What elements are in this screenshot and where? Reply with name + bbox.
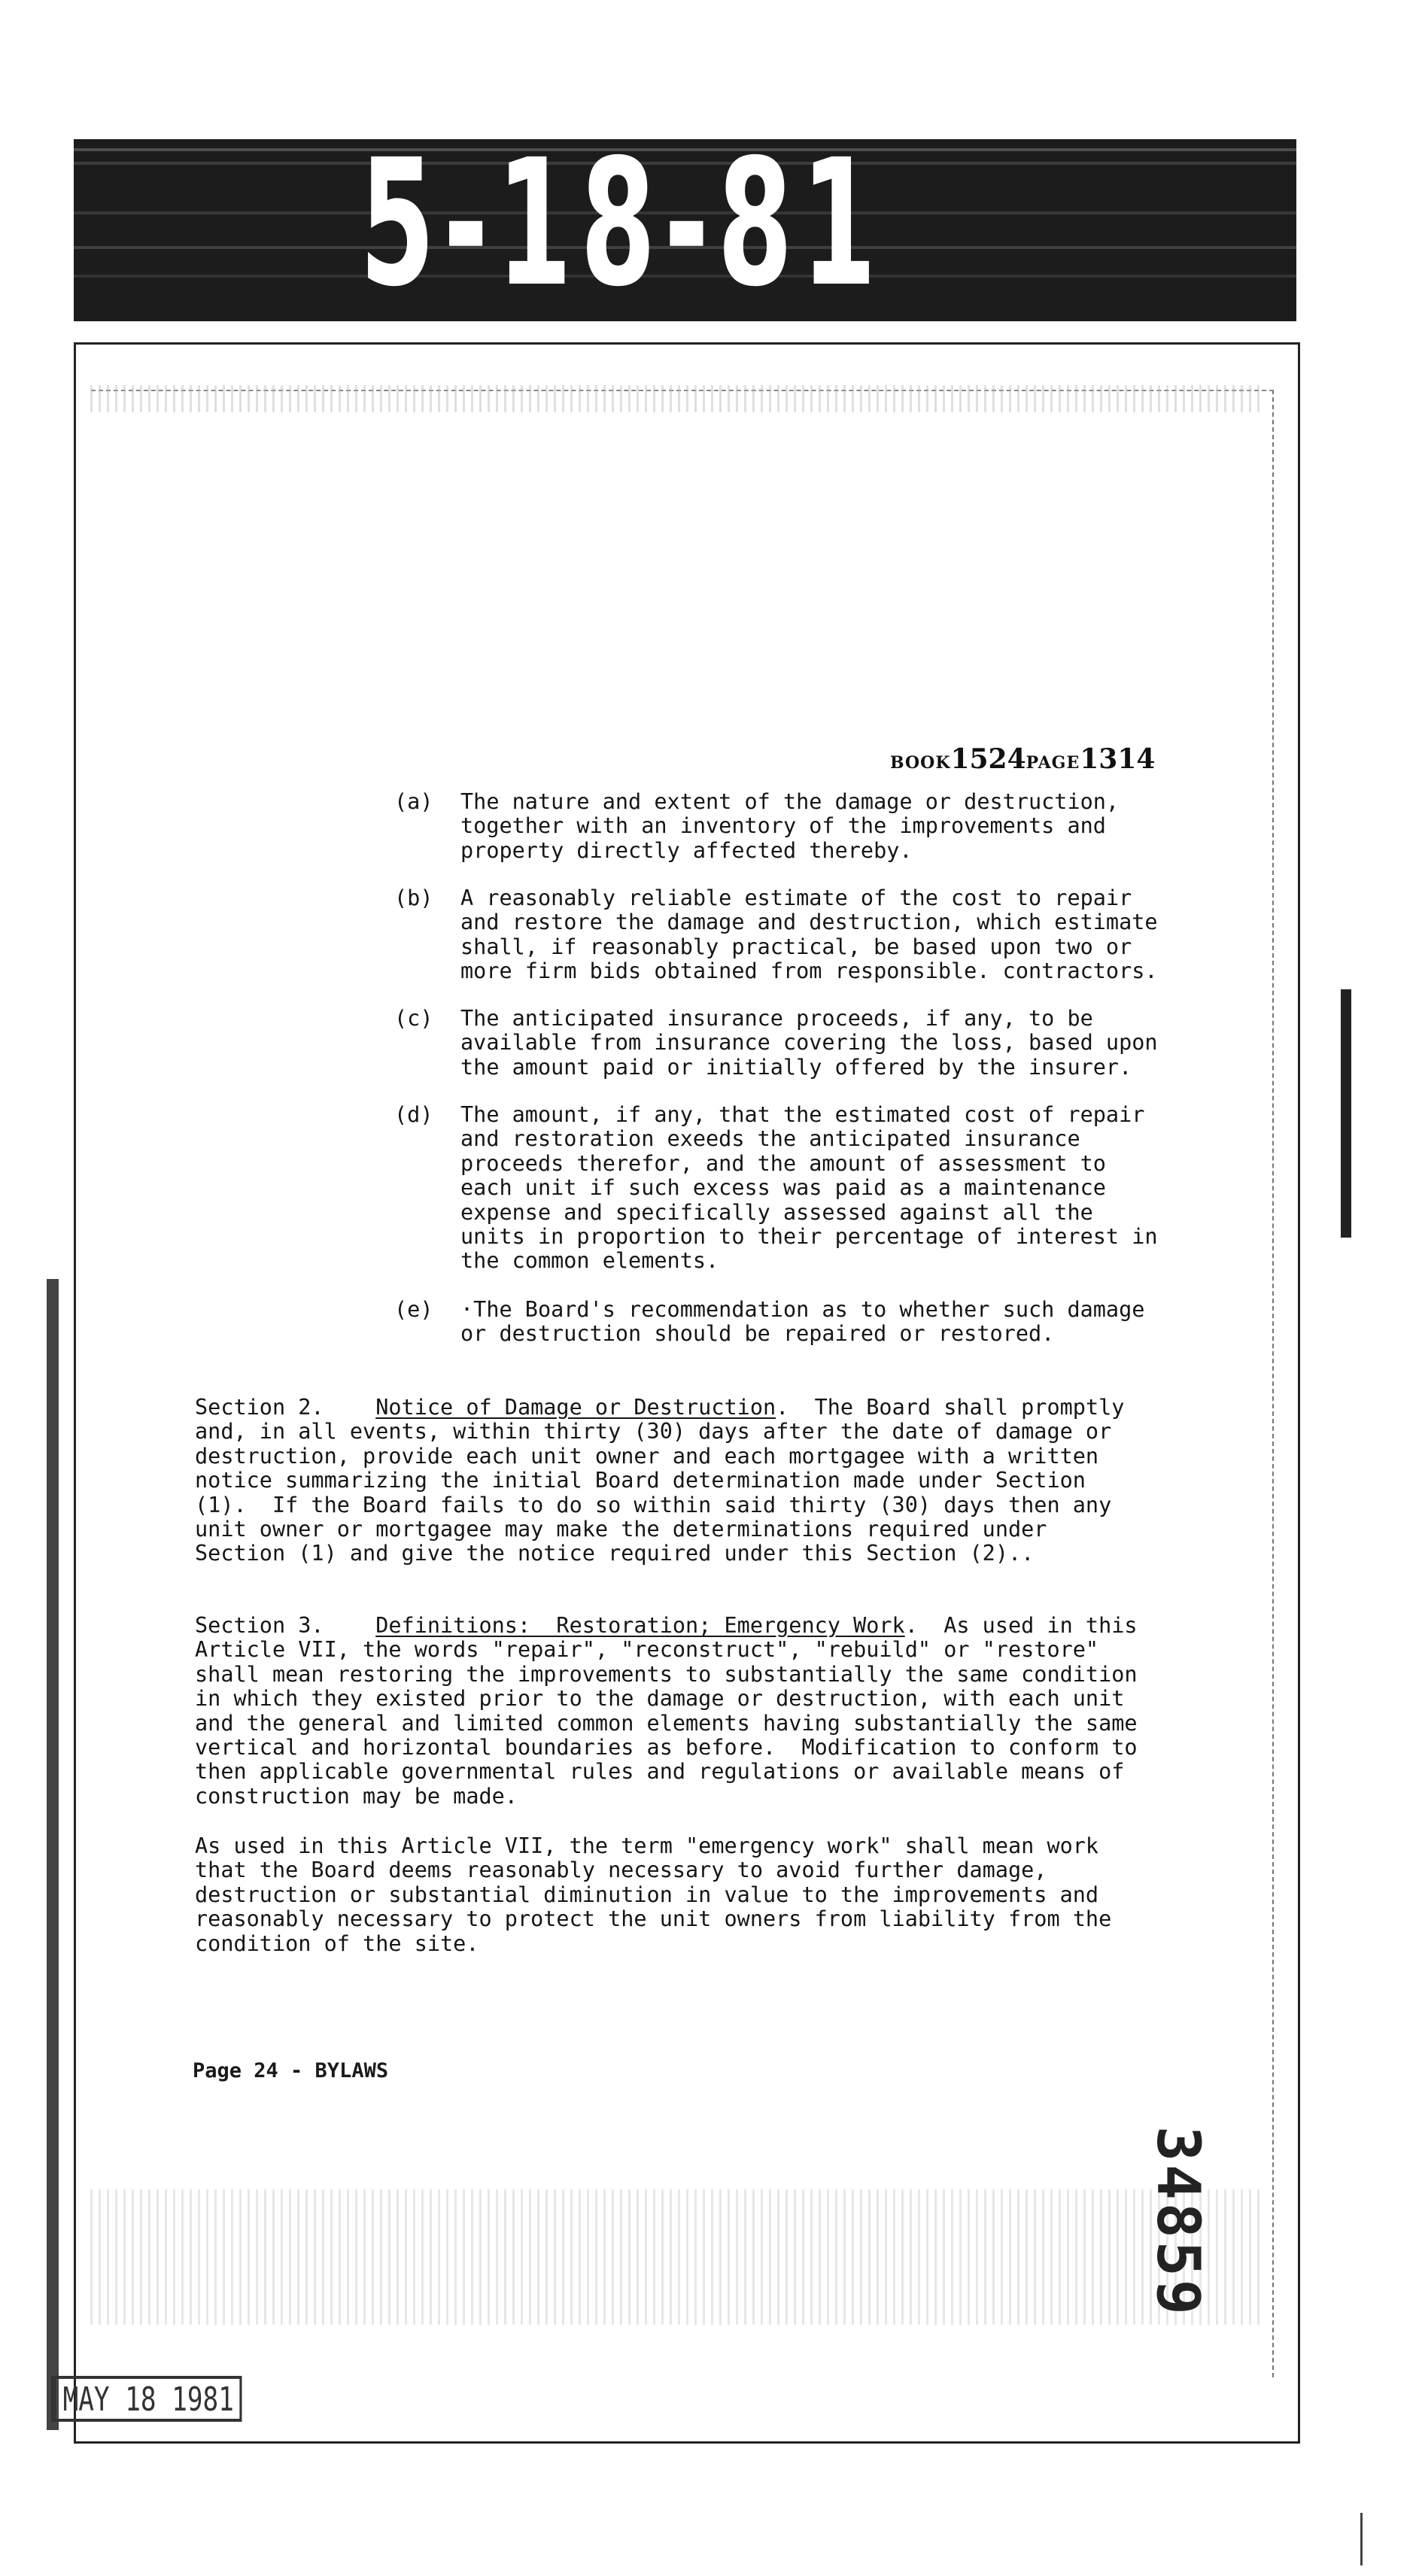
corner-mark bbox=[1360, 2513, 1369, 2565]
scan-mark-bar bbox=[1341, 989, 1351, 1238]
received-date-stamp: MAY 18 1981 bbox=[51, 2376, 242, 2422]
date-banner bbox=[74, 139, 1296, 321]
section-3-paragraph-2: As used in this Article VII, the term "emergency work" shall mean work that the Board deems reasonably necessary to avoid further damage, destruction or substantial diminution in value to the improvements and reasonably necessary to protect the unit owners from liability from the condition of the site. bbox=[195, 1833, 1112, 1956]
item-text: ·The Board's recommendation as to whether such damage or destruction should be repaired or restored. bbox=[460, 1297, 1145, 1347]
document-number: 34859 bbox=[1144, 2126, 1211, 2318]
item-text: The amount, if any, that the estimated cost of repair and restoration exeeds the anticipated insurance proceeds therefor, and the amount of assessment to each unit if such excess was paid as a maintenance expense and specifically assessed against all the units in proportion to their percentage of interest in the common elements. bbox=[460, 1102, 1158, 1274]
item-letter: (c) bbox=[394, 1006, 433, 1031]
page-number: 1314 bbox=[1080, 743, 1156, 775]
item-text: The anticipated insurance proceeds, if any, to be available from insurance covering the loss, based upon the amount paid or initially offered by the insurer. bbox=[460, 1006, 1158, 1080]
item-text: The nature and extent of the damage or destruction, together with an inventory of the improvements and property directly affected thereby. bbox=[460, 789, 1120, 863]
section-3-label: Section 3. bbox=[195, 1613, 376, 1638]
section-2-label: Section 2. bbox=[195, 1395, 376, 1420]
section-2 bbox=[195, 1396, 1124, 1566]
page-label: PAGE bbox=[1026, 753, 1080, 773]
book-label: BOOK bbox=[890, 753, 951, 773]
item-letter: (a) bbox=[394, 789, 433, 814]
list-item bbox=[394, 886, 1158, 984]
book-page-reference bbox=[890, 743, 1155, 775]
section-3-text: . As used in this Article VII, the words "repair", "reconstruct", "rebuild" or "restore" shall mean restoring the improvements to substantially the same condition in which they existed prior to the damage or destruction, with each unit and the general and limited common elements having substantially the same vertical and horizontal boundaries as before. Modification to conform to then applicable governmental rules and regulations or available means of construction may be made. bbox=[195, 1613, 1138, 1809]
section-2-heading: Notice of Damage or Destruction bbox=[375, 1395, 776, 1420]
scan-edge-shadow bbox=[47, 1279, 59, 2430]
item-text: A reasonably reliable estimate of the cost to repair and restore the damage and destruction, which estimate shall, if reasonably practical, be based upon two or more firm bids obtained from responsible. contractors. bbox=[460, 886, 1158, 984]
item-letter: (b) bbox=[394, 886, 433, 910]
scan-noise-bottom bbox=[90, 2189, 1264, 2325]
list-item bbox=[394, 1297, 1145, 1371]
item-letter: (e) bbox=[394, 1297, 433, 1322]
section-3 bbox=[195, 1614, 1138, 1809]
book-number: 1524 bbox=[950, 743, 1026, 775]
banner-date: 5-18-81 bbox=[360, 139, 885, 321]
list-item bbox=[394, 789, 1120, 863]
scan-noise-top bbox=[90, 385, 1264, 412]
section-2-text: . The Board shall promptly and, in all events, within thirty (30) days after the date of damage or destruction, provide each unit owner and each mortgagee with a written notice summarizing the initial Board determination made under Section (1). If the Board fails to do so within said thirty (30) days then any unit owner or mortgagee may make the determinations required under Section (1) and give the notice required under this Section (2).. bbox=[195, 1395, 1125, 1566]
item-letter: (d) bbox=[394, 1102, 433, 1127]
page-footer: Page 24 - BYLAWS bbox=[193, 2059, 389, 2082]
list-item bbox=[394, 1006, 1158, 1080]
document-frame bbox=[74, 342, 1300, 2444]
list-item bbox=[394, 1102, 1158, 1274]
section-3-heading: Definitions: Restoration; Emergency Work bbox=[375, 1613, 905, 1638]
